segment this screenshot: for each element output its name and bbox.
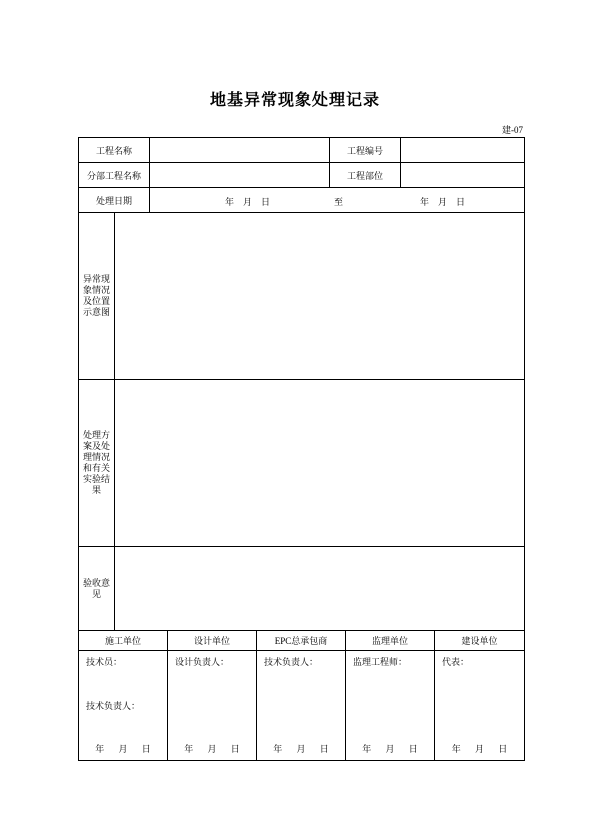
form-number: 建-07 <box>502 125 523 135</box>
signer-header: EPC总承包商 <box>257 631 346 651</box>
project-part-field[interactable] <box>401 163 525 188</box>
signature-box[interactable] <box>435 651 525 761</box>
signature-box[interactable] <box>79 651 168 761</box>
sign-date: 年 月 日 <box>273 744 329 754</box>
signature-box[interactable] <box>346 651 435 761</box>
date-to-separator: 至 <box>334 197 344 207</box>
signer-header: 施工单位 <box>79 631 168 651</box>
signer-header: 设计单位 <box>168 631 257 651</box>
date-to: 年 月 日 <box>420 197 466 207</box>
sign-date: 年 月 日 <box>95 744 151 754</box>
sub-project-field[interactable] <box>150 163 330 188</box>
sign-line: 技术负责人： <box>86 701 141 711</box>
project-name-field[interactable] <box>150 138 330 163</box>
acceptance-content[interactable] <box>115 547 525 631</box>
process-date-field[interactable] <box>150 188 525 213</box>
sign-line: 技术员： <box>86 657 123 667</box>
project-no-field[interactable] <box>401 138 525 163</box>
process-date-label: 处理日期 <box>79 188 150 213</box>
date-from: 年 月 日 <box>225 197 271 207</box>
project-name-label: 工程名称 <box>79 138 150 163</box>
treatment-content[interactable] <box>115 380 525 547</box>
sign-line: 设计负责人： <box>175 657 230 667</box>
sign-line: 监理工程师： <box>353 657 408 667</box>
signer-header: 监理单位 <box>346 631 435 651</box>
sign-date: 年 月 日 <box>184 744 240 754</box>
signer-header: 建设单位 <box>435 631 525 651</box>
record-table <box>78 137 525 631</box>
abnormal-content[interactable] <box>115 213 525 380</box>
signature-box[interactable] <box>257 651 346 761</box>
sign-date: 年 月 日 <box>362 744 418 754</box>
sub-project-label: 分部工程名称 <box>79 163 150 188</box>
sign-line: 代表： <box>442 657 470 667</box>
acceptance-label: 验收意见 <box>79 547 115 631</box>
treatment-label: 处理方案及处理情况和有关实验结果 <box>79 380 115 547</box>
abnormal-label: 异常现象情况及位置示意图 <box>79 213 115 380</box>
project-no-label: 工程编号 <box>330 138 401 163</box>
project-part-label: 工程部位 <box>330 163 401 188</box>
sign-date: 年 月 日 <box>451 744 508 754</box>
signature-box[interactable] <box>168 651 257 761</box>
signature-table <box>78 630 525 761</box>
page-title: 地基异常现象处理记录 <box>209 90 380 109</box>
sign-line: 技术负责人： <box>264 657 319 667</box>
